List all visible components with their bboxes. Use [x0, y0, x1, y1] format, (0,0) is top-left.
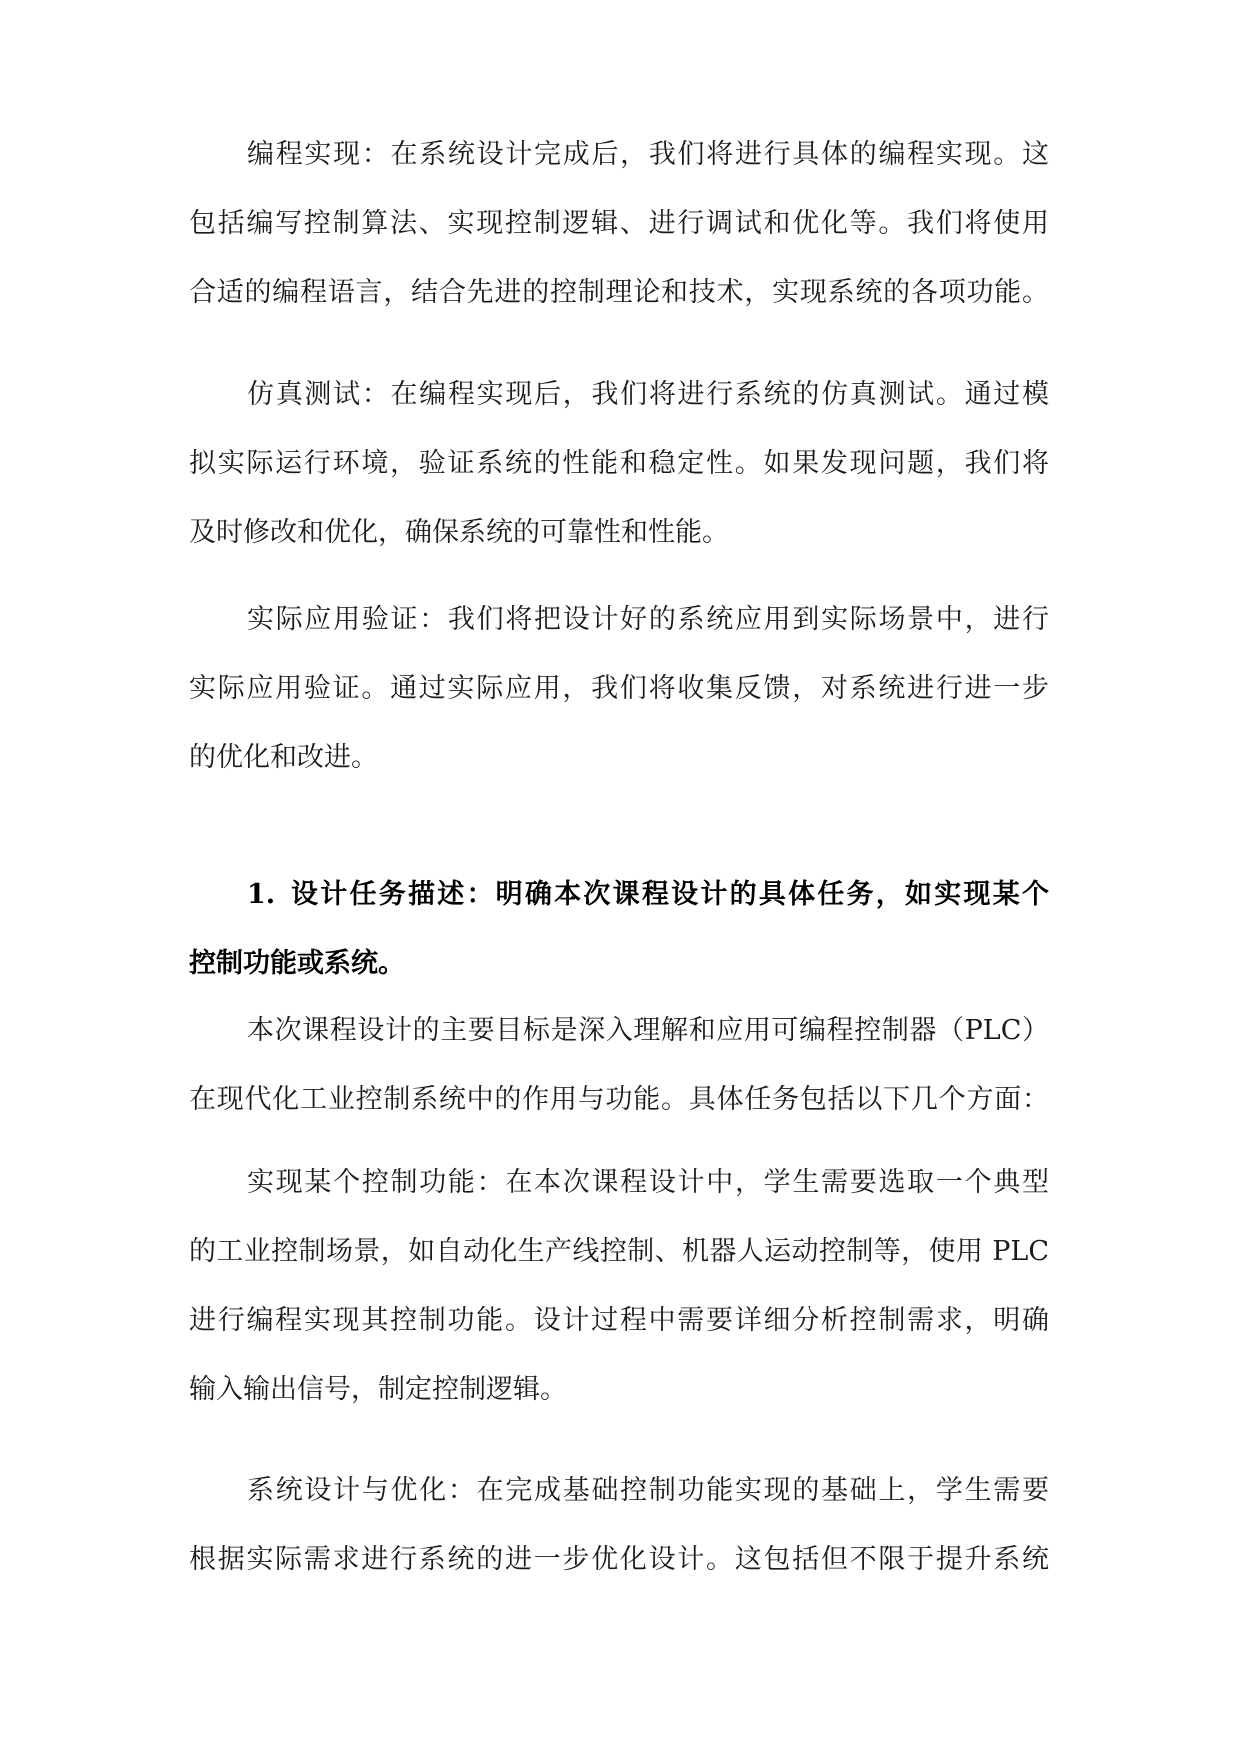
paragraph-line: 仿真测试：在编程实现后，我们将进行系统的仿真测试。通过模	[247, 379, 1049, 410]
section-heading-line: 控制功能或系统。	[189, 948, 405, 979]
heading-text: 设计任务描述：明确本次课程设计的具体任务，如实现某个	[291, 879, 1049, 910]
paragraph-line: 编程实现：在系统设计完成后，我们将进行具体的编程实现。这	[247, 139, 1049, 170]
paragraph-line: 系统设计与优化：在完成基础控制功能实现的基础上，学生需要	[247, 1475, 1049, 1506]
paragraph-line: 的工业控制场景，如自动化生产线控制、机器人运动控制等，使用 PLC	[189, 1236, 1049, 1267]
paragraph-line: 输入输出信号，制定控制逻辑。	[189, 1374, 567, 1405]
paragraph-line: 包括编写控制算法、实现控制逻辑、进行调试和优化等。我们将使用	[189, 208, 1049, 239]
heading-number: 1.	[247, 879, 276, 910]
paragraph-line: 在现代化工业控制系统中的作用与功能。具体任务包括以下几个方面：	[189, 1084, 1049, 1115]
paragraph-line: 合适的编程语言，结合先进的控制理论和技术，实现系统的各项功能。	[189, 277, 1049, 308]
paragraph-line: 根据实际需求进行系统的进一步优化设计。这包括但不限于提升系统	[189, 1544, 1049, 1575]
paragraph-line: 进行编程实现其控制功能。设计过程中需要详细分析控制需求，明确	[189, 1305, 1049, 1336]
section-heading	[247, 877, 1049, 913]
paragraph-line: 实际应用验证。通过实际应用，我们将收集反馈，对系统进行进一步	[189, 673, 1049, 704]
paragraph-line: 的优化和改进。	[189, 742, 378, 773]
paragraph-line: 实现某个控制功能：在本次课程设计中，学生需要选取一个典型	[247, 1167, 1049, 1198]
paragraph-line: 本次课程设计的主要目标是深入理解和应用可编程控制器（PLC）	[247, 1015, 1049, 1046]
paragraph-line: 拟实际运行环境，验证系统的性能和稳定性。如果发现问题，我们将	[189, 448, 1049, 479]
paragraph-line: 及时修改和优化，确保系统的可靠性和性能。	[189, 517, 729, 548]
paragraph-line: 实际应用验证：我们将把设计好的系统应用到实际场景中，进行	[247, 604, 1049, 635]
